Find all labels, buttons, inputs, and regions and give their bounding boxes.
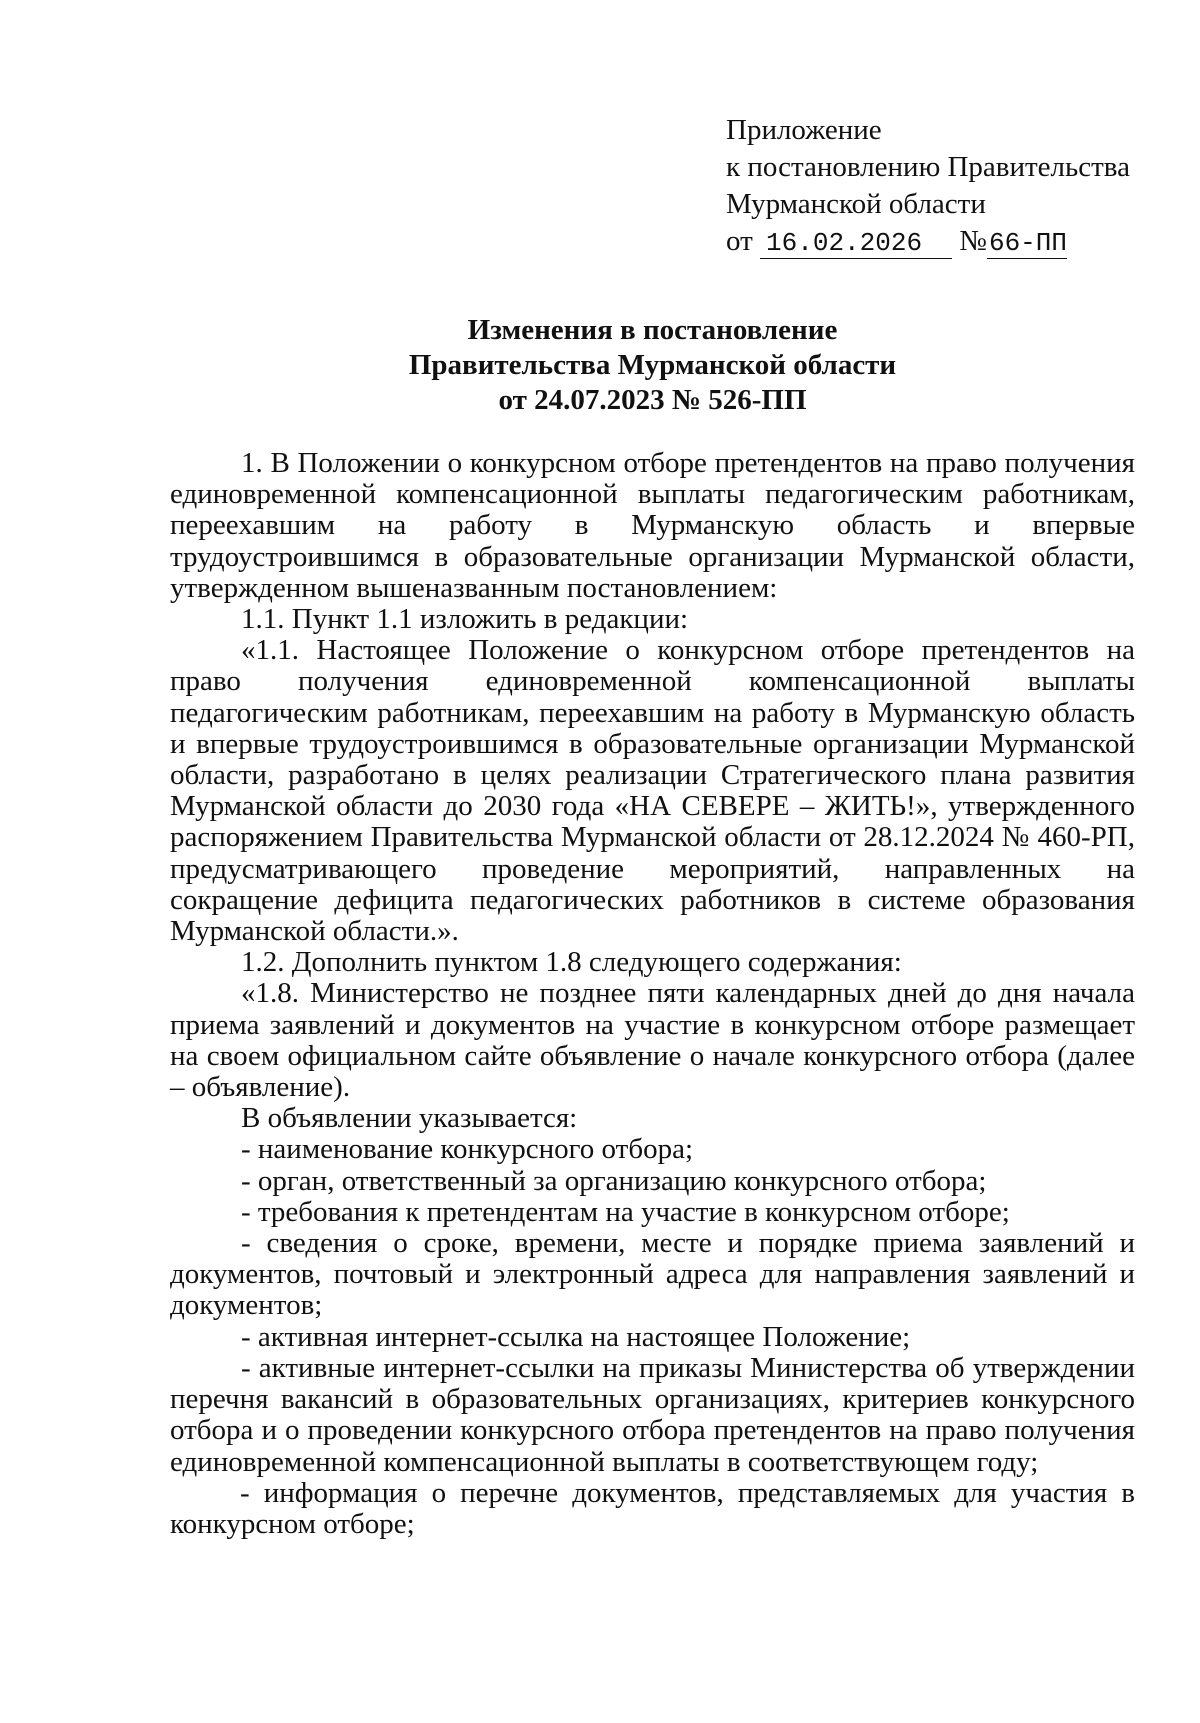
paragraph-1-1: 1.1. Пункт 1.1 изложить в редакции: (241, 603, 689, 636)
document-title (170, 313, 1135, 418)
document-body (170, 448, 1135, 1540)
appendix-region: Мурманской области (726, 188, 986, 220)
list-item-name: - наименование конкурсного отбора; (241, 1133, 694, 1166)
paragraph-1-2: 1.2. Дополнить пунктом 1.8 следующего содержания: (241, 946, 902, 979)
paragraph-announcement-intro: В объявлении указывается: (241, 1102, 578, 1135)
appendix-to-resolution: к постановлению Правительства (726, 151, 1130, 183)
appendix-date-number-line (726, 223, 1130, 260)
paragraph-quote-1-1: «1.1. Настоящее Положение о конкурсном отборе претендентов на право получения единовременной компенсационной выплаты педагогическим работникам, переехавшим на работу в Мурманскую область и впервые трудоустроившимся в образовательные организации Мурманской области, разработано в целях реализации Стратегического плана развития Мурманской области до 2030 года «НА СЕВЕРЕ – ЖИТЬ!», утвержденного распоряжением Правительства Мурманской области от 28.12.2024 № 460-РП, предусматривающего проведение мероприятий, направленных на сокращение дефицита педагогических работников в системе образования Мурманской области.». (170, 634, 1135, 948)
title-line-3: от 24.07.2023 № 526-ПП (498, 384, 807, 416)
list-item-requirements: - требования к претендентам на участие в конкурсном отборе; (241, 1195, 1010, 1228)
title-line-1: Изменения в постановление (467, 314, 838, 346)
date-prefix: от (726, 225, 753, 257)
list-item-links-orders: - активные интернет-ссылки на приказы Министерства об утверждении перечня вакансий в образовательных организациях, критериев конкурсного отбора и о проведении конкурсного отбора претендентов на право получения единовременной компенсационной выплаты в соответствующем году; (170, 1351, 1135, 1478)
appendix-block (726, 112, 1130, 260)
resolution-date: 16.02.2026 (760, 228, 952, 259)
appendix-label: Приложение (726, 114, 882, 146)
list-item-reception-info: - сведения о сроке, времени, месте и порядке приема заявлений и документов, почтовый и электронный адреса для направления заявлений и документов; (170, 1227, 1135, 1322)
number-prefix: № (959, 225, 987, 257)
list-item-link-regulation: - активная интернет-ссылка на настоящее Положение; (241, 1320, 911, 1353)
title-line-2: Правительства Мурманской области (408, 349, 897, 381)
list-item-organ: - орган, ответственный за организацию конкурсного отбора; (241, 1164, 987, 1197)
resolution-number: 66-ПП (988, 228, 1067, 258)
paragraph-1: 1. В Положении о конкурсном отборе претендентов на право получения единовременной компенсационной выплаты педагогическим работникам, переехавшим на работу в Мурманскую область и впервые трудоустроившимся в образовательные организации Мурманской области, утвержденном вышеназванным постановлением: (170, 447, 1135, 604)
paragraph-quote-1-8: «1.8. Министерство не позднее пяти календарных дней до дня начала приема заявлений и документов на участие в конкурсном отборе размещает на своем официальном сайте объявление о начале конкурсного отбора (далее – объявление). (170, 977, 1135, 1104)
list-item-documents-info: - информация о перечне документов, представляемых для участия в конкурсном отборе; (170, 1476, 1135, 1540)
